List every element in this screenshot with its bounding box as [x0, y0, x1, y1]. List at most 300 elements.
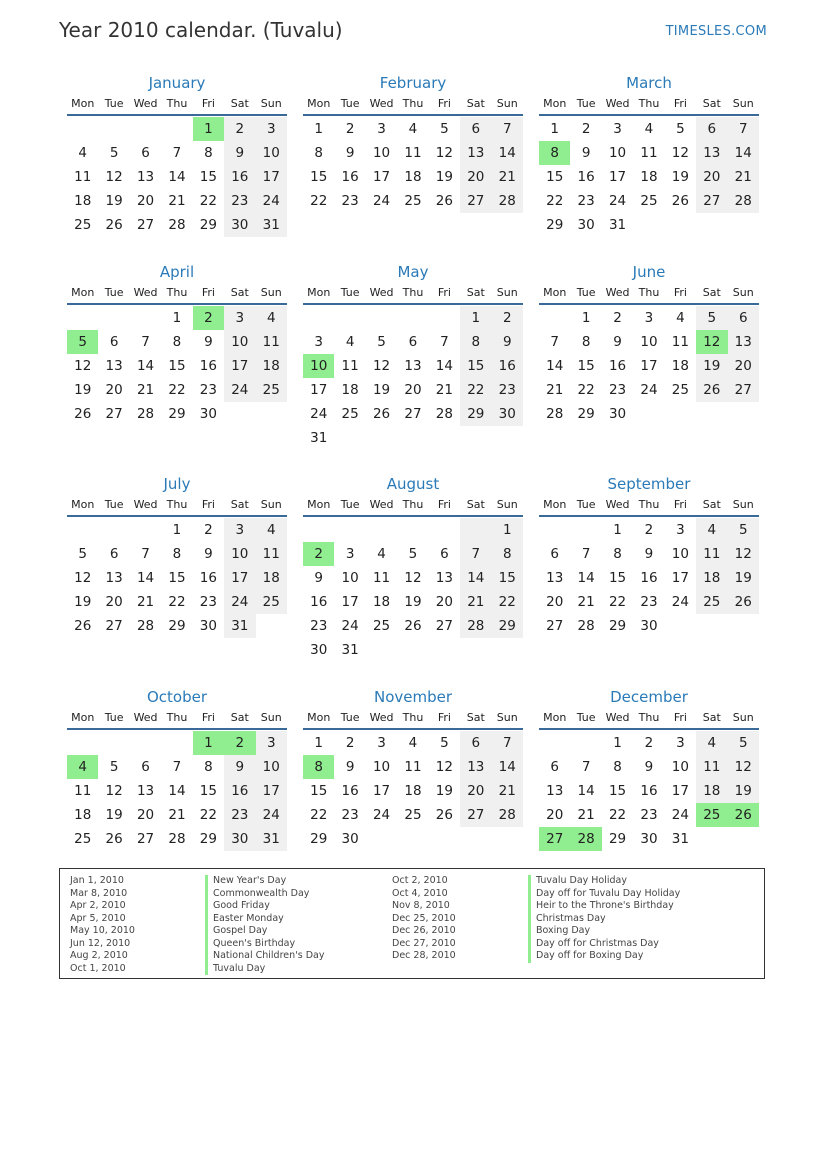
day-cell: 1 — [172, 310, 182, 326]
day-cell: 9 — [644, 546, 654, 562]
weekday-label: Wed — [369, 711, 394, 724]
day-cell: 23 — [224, 803, 255, 827]
day-cell: 17 — [224, 566, 255, 590]
day-cell: 22 — [608, 594, 627, 610]
day-cell: 4 — [408, 735, 418, 751]
day-cell: 14 — [546, 358, 564, 374]
month-october — [67, 686, 287, 851]
weekday-label: Thu — [638, 498, 660, 511]
day-cell: 8 — [204, 759, 213, 775]
day-cell: 2 — [613, 310, 622, 326]
day-cell: 31 — [671, 831, 689, 847]
day-cell: 22 — [608, 807, 627, 823]
day-cell: 29 — [199, 217, 217, 233]
weekday-label: Tue — [576, 498, 596, 511]
day-cell: 13 — [136, 783, 155, 799]
empty-cell — [539, 306, 570, 330]
day-cell: 20 — [728, 354, 759, 378]
day-cell: 9 — [644, 759, 654, 775]
day-cell: 4 — [644, 121, 654, 137]
weekday-label: Sat — [466, 286, 485, 299]
day-cell: 17 — [372, 169, 391, 185]
day-cell: 22 — [310, 807, 328, 823]
day-cell: 28 — [168, 831, 186, 847]
day-cell: 19 — [404, 594, 422, 610]
day-cell: 22 — [199, 193, 217, 209]
day-cell: 11 — [640, 145, 658, 161]
day-cell: 30 — [492, 402, 523, 426]
day-cell: 31 — [341, 642, 359, 658]
day-cell: 25 — [372, 618, 391, 634]
day-cell: 30 — [577, 217, 595, 233]
day-cell: 14 — [136, 570, 155, 586]
day-cell: 20 — [460, 779, 491, 803]
day-cell: 14 — [577, 783, 595, 799]
day-cell: 26 — [74, 406, 92, 422]
day-cell: 17 — [224, 354, 255, 378]
day-cell: 23 — [224, 189, 255, 213]
day-cell: 3 — [676, 522, 685, 538]
holiday-day: 8 — [539, 141, 570, 165]
day-cell: 27 — [696, 189, 727, 213]
day-cell: 9 — [314, 570, 323, 586]
weekday-header — [303, 94, 523, 116]
day-cell: 5 — [377, 334, 386, 350]
month-april — [67, 261, 287, 426]
day-cell: 27 — [136, 217, 155, 233]
weekday-header — [303, 708, 523, 730]
site-link[interactable]: TIMESLES.COM — [665, 24, 767, 39]
day-cell: 17 — [256, 779, 287, 803]
legend-holiday-name: Boxing Day — [528, 925, 680, 938]
day-cell: 7 — [172, 145, 182, 161]
weekday-label: Mon — [543, 97, 567, 110]
weekday-header — [67, 708, 287, 730]
weekday-label: Thu — [166, 711, 188, 724]
weekday-label: Thu — [166, 498, 188, 511]
weekday-label: Wed — [133, 711, 158, 724]
day-cell: 3 — [314, 334, 323, 350]
day-cell: 12 — [435, 145, 453, 161]
day-cell: 31 — [608, 217, 627, 233]
day-grid — [539, 117, 759, 237]
day-cell: 8 — [314, 145, 323, 161]
day-cell: 25 — [404, 193, 422, 209]
day-cell: 19 — [105, 807, 123, 823]
day-cell: 12 — [74, 570, 92, 586]
month-name: November — [373, 688, 453, 706]
day-cell: 18 — [696, 566, 727, 590]
day-cell: 24 — [640, 382, 658, 398]
day-cell: 26 — [671, 193, 689, 209]
day-cell: 3 — [613, 121, 622, 137]
weekday-label: Wed — [369, 286, 394, 299]
day-cell: 10 — [372, 759, 391, 775]
day-cell: 22 — [460, 378, 491, 402]
day-cell: 3 — [676, 735, 685, 751]
legend-holiday-name: Tuvalu Day — [205, 963, 324, 976]
day-cell: 29 — [168, 406, 186, 422]
weekday-label: Fri — [673, 711, 687, 724]
empty-cell — [130, 731, 161, 755]
day-cell: 9 — [492, 330, 523, 354]
day-cell: 28 — [435, 406, 453, 422]
empty-cell — [130, 117, 161, 141]
month-february — [303, 72, 523, 213]
day-cell: 13 — [404, 358, 422, 374]
day-cell: 18 — [74, 193, 92, 209]
day-cell: 28 — [577, 618, 595, 634]
day-grid — [539, 306, 759, 426]
day-cell: 31 — [310, 430, 328, 446]
day-cell: 21 — [435, 382, 453, 398]
weekday-label: Tue — [576, 97, 596, 110]
day-cell: 2 — [581, 121, 591, 137]
day-cell: 20 — [546, 594, 564, 610]
weekday-label: Thu — [402, 711, 424, 724]
weekday-header — [539, 94, 759, 116]
legend-holiday-name: Day off for Boxing Day — [528, 950, 680, 963]
day-cell: 25 — [640, 193, 658, 209]
day-cell: 7 — [581, 759, 591, 775]
weekday-label: Wed — [133, 97, 158, 110]
legend-holiday-name: Queen's Birthday — [205, 938, 324, 951]
day-cell: 19 — [728, 566, 759, 590]
day-cell: 4 — [696, 731, 727, 755]
weekday-label: Sun — [496, 498, 518, 511]
day-cell: 4 — [256, 306, 287, 330]
day-cell: 20 — [105, 382, 123, 398]
day-cell: 7 — [492, 117, 523, 141]
empty-cell — [303, 518, 334, 542]
weekday-label: Tue — [104, 498, 124, 511]
weekday-label: Fri — [201, 286, 215, 299]
day-cell: 14 — [728, 141, 759, 165]
day-cell: 10 — [224, 542, 255, 566]
month-name: September — [607, 475, 691, 493]
weekday-header — [539, 283, 759, 305]
month-august — [303, 473, 523, 662]
day-cell: 16 — [577, 169, 595, 185]
day-cell: 26 — [105, 831, 123, 847]
legend-holiday-name: Heir to the Throne's Birthday — [528, 900, 680, 913]
empty-cell — [67, 117, 98, 141]
day-cell: 24 — [224, 590, 255, 614]
day-cell: 13 — [460, 141, 491, 165]
day-cell: 2 — [345, 735, 355, 751]
day-cell: 18 — [404, 783, 422, 799]
day-cell: 2 — [345, 121, 355, 137]
day-cell: 17 — [341, 594, 359, 610]
legend-date: May 10, 2010 — [70, 925, 135, 936]
day-cell: 6 — [141, 759, 150, 775]
day-cell: 23 — [310, 618, 328, 634]
weekday-label: Sun — [260, 97, 282, 110]
day-cell: 19 — [696, 354, 727, 378]
legend-holiday-name: Easter Monday — [205, 913, 324, 926]
day-cell: 10 — [608, 145, 627, 161]
day-cell: 16 — [640, 783, 658, 799]
day-cell: 27 — [404, 406, 422, 422]
weekday-label: Sat — [702, 498, 721, 511]
day-cell: 23 — [640, 807, 658, 823]
day-cell: 7 — [440, 334, 449, 350]
day-cell: 20 — [696, 165, 727, 189]
day-cell: 16 — [608, 358, 627, 374]
empty-cell — [539, 731, 570, 755]
day-cell: 17 — [671, 783, 689, 799]
day-cell: 7 — [141, 546, 150, 562]
month-name: March — [626, 74, 672, 92]
day-cell: 5 — [78, 546, 87, 562]
weekday-label: Sat — [702, 286, 721, 299]
day-cell: 6 — [408, 334, 418, 350]
weekday-label: Sat — [230, 97, 249, 110]
weekday-label: Sun — [260, 498, 282, 511]
day-cell: 22 — [199, 807, 217, 823]
legend-date: Jan 1, 2010 — [70, 875, 124, 886]
day-cell: 26 — [372, 406, 391, 422]
holiday-day: 2 — [224, 731, 255, 755]
day-cell: 27 — [460, 803, 491, 827]
day-cell: 2 — [204, 522, 213, 538]
month-january — [67, 72, 287, 237]
weekday-header — [67, 94, 287, 116]
weekday-header — [303, 283, 523, 305]
empty-cell — [161, 731, 192, 755]
day-cell: 16 — [640, 570, 658, 586]
day-cell: 11 — [404, 145, 422, 161]
day-grid — [67, 731, 287, 851]
day-cell: 7 — [581, 546, 591, 562]
day-cell: 11 — [74, 169, 92, 185]
legend-holiday-name: Day off for Tuvalu Day Holiday — [528, 888, 680, 901]
day-cell: 21 — [577, 807, 595, 823]
month-name: October — [146, 688, 208, 706]
day-cell: 20 — [435, 594, 453, 610]
day-cell: 11 — [74, 783, 92, 799]
month-july — [67, 473, 287, 638]
day-cell: 30 — [199, 618, 217, 634]
day-cell: 2 — [492, 306, 523, 330]
day-cell: 5 — [728, 731, 759, 755]
day-cell: 20 — [136, 193, 155, 209]
empty-cell — [397, 306, 428, 330]
day-cell: 25 — [256, 590, 287, 614]
day-cell: 13 — [696, 141, 727, 165]
holiday-day: 25 — [696, 803, 727, 827]
day-cell: 13 — [105, 358, 123, 374]
day-cell: 19 — [74, 382, 92, 398]
legend-date: Dec 27, 2010 — [392, 937, 456, 949]
day-cell: 1 — [172, 522, 182, 538]
weekday-label: Tue — [340, 498, 360, 511]
day-cell: 2 — [644, 735, 654, 751]
day-cell: 14 — [492, 141, 523, 165]
day-cell: 30 — [608, 406, 627, 422]
day-cell: 20 — [136, 807, 155, 823]
legend-dates-col1 — [70, 875, 135, 975]
day-cell: 13 — [136, 169, 155, 185]
day-cell: 28 — [136, 406, 155, 422]
month-name: December — [610, 688, 688, 706]
day-cell: 21 — [492, 165, 523, 189]
day-cell: 2 — [644, 522, 654, 538]
weekday-label: Fri — [673, 498, 687, 511]
day-cell: 22 — [310, 193, 328, 209]
day-cell: 10 — [256, 141, 287, 165]
day-cell: 27 — [136, 831, 155, 847]
weekday-label: Wed — [605, 97, 630, 110]
day-cell: 8 — [613, 759, 622, 775]
day-cell: 24 — [372, 807, 391, 823]
day-cell: 28 — [492, 803, 523, 827]
day-cell: 17 — [671, 570, 689, 586]
empty-cell — [429, 518, 460, 542]
day-cell: 15 — [608, 570, 627, 586]
day-cell: 14 — [577, 570, 595, 586]
day-cell: 21 — [168, 193, 186, 209]
day-cell: 6 — [550, 759, 559, 775]
legend-date: Dec 28, 2010 — [392, 950, 456, 961]
weekday-label: Thu — [402, 498, 424, 511]
day-cell: 25 — [671, 382, 689, 398]
day-grid — [303, 731, 523, 851]
empty-cell — [67, 306, 98, 330]
day-cell: 18 — [696, 779, 727, 803]
day-cell: 5 — [440, 735, 449, 751]
day-cell: 2 — [224, 117, 255, 141]
weekday-label: Wed — [605, 286, 630, 299]
day-cell: 27 — [460, 189, 491, 213]
day-cell: 8 — [492, 542, 523, 566]
day-cell: 29 — [168, 618, 186, 634]
day-cell: 15 — [310, 783, 328, 799]
month-june — [539, 261, 759, 426]
day-cell: 9 — [204, 546, 213, 562]
day-cell: 23 — [640, 594, 658, 610]
day-cell: 24 — [372, 193, 391, 209]
day-cell: 6 — [696, 117, 727, 141]
day-cell: 10 — [341, 570, 359, 586]
empty-cell — [397, 518, 428, 542]
day-cell: 8 — [460, 330, 491, 354]
weekday-label: Mon — [71, 498, 95, 511]
month-may — [303, 261, 523, 450]
day-cell: 14 — [435, 358, 453, 374]
day-cell: 24 — [671, 594, 689, 610]
day-cell: 21 — [460, 590, 491, 614]
holiday-day: 12 — [696, 330, 727, 354]
day-cell: 7 — [172, 759, 182, 775]
day-cell: 6 — [460, 731, 491, 755]
day-cell: 1 — [613, 735, 622, 751]
day-cell: 4 — [377, 546, 386, 562]
day-grid — [303, 117, 523, 213]
month-november — [303, 686, 523, 851]
legend-holiday-name: Day off for Christmas Day — [528, 938, 680, 951]
day-cell: 7 — [492, 731, 523, 755]
month-september — [539, 473, 759, 638]
day-cell: 28 — [168, 217, 186, 233]
day-cell: 8 — [172, 334, 182, 350]
day-cell: 26 — [404, 618, 422, 634]
day-grid — [67, 518, 287, 638]
legend-holiday-name: Christmas Day — [528, 913, 680, 926]
day-cell: 15 — [546, 169, 564, 185]
holiday-day: 27 — [539, 827, 570, 851]
legend-names-col2 — [528, 875, 680, 963]
legend-holiday-name: National Children's Day — [205, 950, 324, 963]
day-cell: 10 — [224, 330, 255, 354]
day-cell: 7 — [141, 334, 150, 350]
day-cell: 11 — [696, 542, 727, 566]
day-cell: 29 — [546, 217, 564, 233]
weekday-label: Thu — [638, 286, 660, 299]
day-cell: 19 — [74, 594, 92, 610]
day-cell: 6 — [141, 145, 150, 161]
weekday-label: Thu — [166, 286, 188, 299]
day-cell: 29 — [577, 406, 595, 422]
day-cell: 5 — [440, 121, 449, 137]
weekday-label: Fri — [437, 711, 451, 724]
day-cell: 6 — [109, 546, 119, 562]
day-cell: 21 — [492, 779, 523, 803]
weekday-label: Sat — [230, 498, 249, 511]
day-cell: 12 — [671, 145, 689, 161]
legend-date: Aug 2, 2010 — [70, 950, 128, 961]
day-cell: 9 — [345, 145, 355, 161]
day-cell: 9 — [224, 141, 255, 165]
empty-cell — [303, 306, 334, 330]
weekday-label: Sun — [732, 97, 754, 110]
weekday-label: Tue — [104, 711, 124, 724]
day-grid — [539, 518, 759, 638]
day-cell: 22 — [168, 594, 186, 610]
day-cell: 11 — [696, 755, 727, 779]
weekday-label: Tue — [104, 286, 124, 299]
weekday-label: Sat — [466, 97, 485, 110]
day-cell: 24 — [341, 618, 359, 634]
day-cell: 29 — [199, 831, 217, 847]
day-cell: 15 — [168, 358, 186, 374]
day-cell: 3 — [377, 121, 386, 137]
day-cell: 11 — [671, 334, 689, 350]
weekday-label: Wed — [605, 711, 630, 724]
day-cell: 26 — [435, 807, 453, 823]
day-cell: 24 — [256, 189, 287, 213]
empty-cell — [366, 518, 397, 542]
day-cell: 13 — [546, 783, 564, 799]
holiday-day: 8 — [303, 755, 334, 779]
weekday-label: Wed — [369, 97, 394, 110]
day-cell: 19 — [372, 382, 391, 398]
day-cell: 18 — [341, 382, 359, 398]
empty-cell — [429, 306, 460, 330]
day-cell: 23 — [608, 382, 627, 398]
day-cell: 5 — [696, 306, 727, 330]
day-cell: 29 — [608, 831, 627, 847]
weekday-label: Sat — [702, 711, 721, 724]
weekday-label: Wed — [133, 286, 158, 299]
legend-date: Dec 26, 2010 — [392, 925, 456, 936]
day-cell: 27 — [546, 618, 564, 634]
day-cell: 14 — [492, 755, 523, 779]
weekday-label: Tue — [104, 97, 124, 110]
legend-holiday-name: Commonwealth Day — [205, 888, 324, 901]
empty-cell — [570, 731, 601, 755]
empty-cell — [366, 306, 397, 330]
